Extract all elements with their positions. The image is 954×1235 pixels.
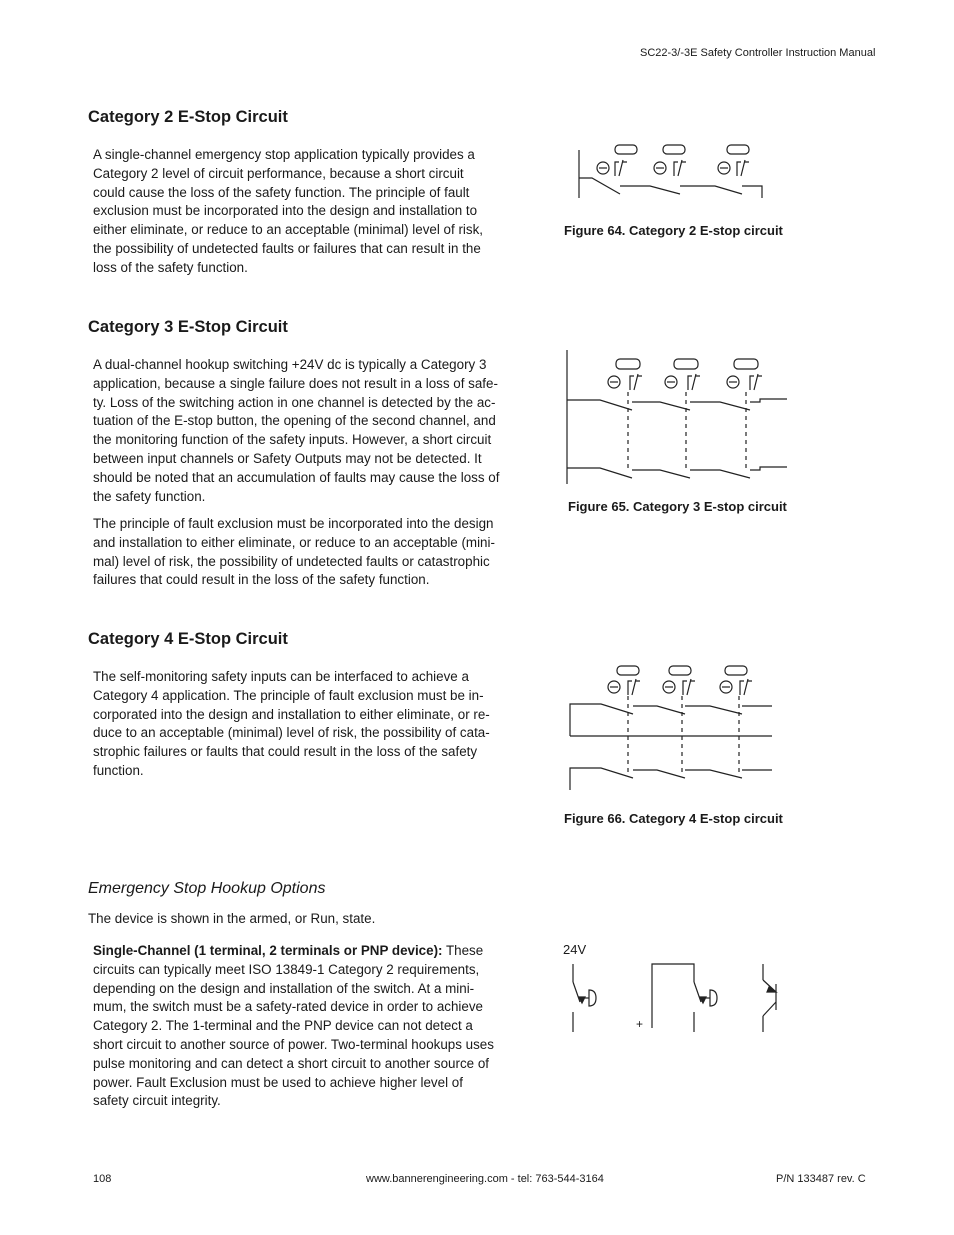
hookup-diagram [560, 960, 790, 1035]
two-terminal-switch [652, 964, 717, 1032]
estop-button-3 [720, 666, 752, 695]
text-line: corporated into the design and installation to either eliminate, or re- [93, 706, 490, 722]
estop-button-1 [608, 359, 642, 390]
heading-category-3: Category 3 E-Stop Circuit [88, 318, 288, 336]
pnp-device [763, 964, 776, 1032]
text-line: power. Fault Exclusion must be used to achieve higher level of [93, 1074, 463, 1090]
figure-66-diagram [565, 660, 780, 790]
text-line: loss of the safety function. [93, 259, 248, 275]
single-terminal-switch [573, 964, 596, 1032]
text-line: either eliminate, or reduce to an acceptable (minimal) level of risk, [93, 222, 483, 238]
text-line: mal) level of risk, the possibility of undetected faults or catastrophic [93, 553, 490, 569]
single-channel-lead-rest: These [442, 943, 484, 958]
paragraph-category-3-b [93, 515, 495, 590]
estop-button-2 [634, 145, 698, 194]
text-line: strophic failures or faults that could result in the loss of the safety [93, 744, 478, 760]
text-line: pulse monitoring and can detect a short circuit to another source of [93, 1055, 489, 1071]
text-line: A dual-channel hookup switching +24V dc is typically a Category 3 [93, 357, 487, 372]
text-line: The principle of fault exclusion must be incorporated into the design [93, 516, 494, 531]
contact-info: www.bannerengineering.com - tel: 763-544-3164 [366, 1173, 604, 1185]
text-line: ty. Loss of the switching action in one channel is detected by the ac- [93, 394, 496, 410]
page-number: 108 [93, 1173, 112, 1185]
text-line: mum, the switch must be a safety-rated device in order to achieve [93, 999, 483, 1015]
estop-button-1 [579, 145, 637, 194]
figure-64-caption: Figure 64. Category 2 E-stop circuit [564, 223, 783, 238]
label-plus: + [636, 1017, 644, 1031]
text-line: should be noted that an accumulation of faults may cause the loss of [93, 469, 500, 485]
paragraph-category-4 [93, 668, 490, 781]
single-channel-lead: Single-Channel (1 terminal, 2 terminals or PNP device): [93, 943, 443, 958]
text-line: A single-channel emergency stop application typically provides a [93, 147, 475, 162]
text-line: duce to an acceptable (minimal) level of risk, the possibility of cata- [93, 725, 490, 741]
text-line: the monitoring function of the safety inputs. However, a short circuit [93, 432, 492, 448]
estop-button-1 [608, 666, 640, 695]
text-line: Category 4 application. The principle of fault exclusion must be in- [93, 687, 484, 703]
text-line: tuation of the E-stop button, the opening of the second channel, and [93, 413, 496, 429]
manual-title: SC22-3/-3E Safety Controller Instruction Manual [640, 47, 876, 59]
estop-button-3 [727, 359, 762, 390]
estop-button-2 [665, 359, 700, 390]
text-line [93, 942, 494, 961]
text-line: between input channels or Safety Outputs may not be detected. It [93, 450, 482, 466]
text-line: depending on the design and installation of the switch. At a mini- [93, 980, 475, 996]
text-line: failures that could result in the loss of the safety function. [93, 572, 430, 588]
paragraph-single-channel [93, 942, 494, 1111]
figure-64-diagram [570, 140, 770, 210]
text-line: Category 2 level of circuit performance, because a short circuit [93, 165, 464, 181]
text-line: could cause the loss of the safety function. The principle of fault [93, 184, 470, 200]
text-line: short circuit to another source of power. Two-terminal hookups uses [93, 1036, 494, 1052]
text-line: safety circuit integrity. [93, 1093, 221, 1109]
text-line: application, because a single failure does not result in a loss of safe- [93, 375, 498, 391]
text-line: The self-monitoring safety inputs can be interfaced to achieve a [93, 669, 469, 684]
heading-category-2: Category 2 E-Stop Circuit [88, 108, 288, 126]
hookup-intro: The device is shown in the armed, or Run, state. [88, 911, 376, 926]
estop-button-2 [663, 666, 695, 695]
text-line: circuits can typically meet ISO 13849-1 Category 2 requirements, [93, 961, 480, 977]
text-line: the possibility of undetected faults or failures that can result in the [93, 240, 481, 256]
text-line: Category 2. The 1-terminal and the PNP device can not detect a [93, 1018, 473, 1034]
text-line: the safety function. [93, 488, 206, 504]
paragraph-category-3-a [93, 356, 499, 506]
figure-65-diagram [560, 350, 790, 490]
estop-button-3 [698, 145, 762, 198]
label-24v: 24V [563, 942, 587, 957]
text-line: function. [93, 762, 144, 778]
part-number: P/N 133487 rev. C [776, 1173, 866, 1185]
paragraph-category-2 [93, 146, 483, 278]
text-line: exclusion must be incorporated into the design and installation to [93, 203, 478, 219]
heading-hookup-options: Emergency Stop Hookup Options [88, 880, 326, 897]
figure-65-caption: Figure 65. Category 3 E-stop circuit [568, 499, 787, 514]
figure-66-caption: Figure 66. Category 4 E-stop circuit [564, 811, 783, 826]
heading-category-4: Category 4 E-Stop Circuit [88, 630, 288, 648]
text-line: and installation to either eliminate, or reduce to an acceptable (mini- [93, 534, 495, 550]
